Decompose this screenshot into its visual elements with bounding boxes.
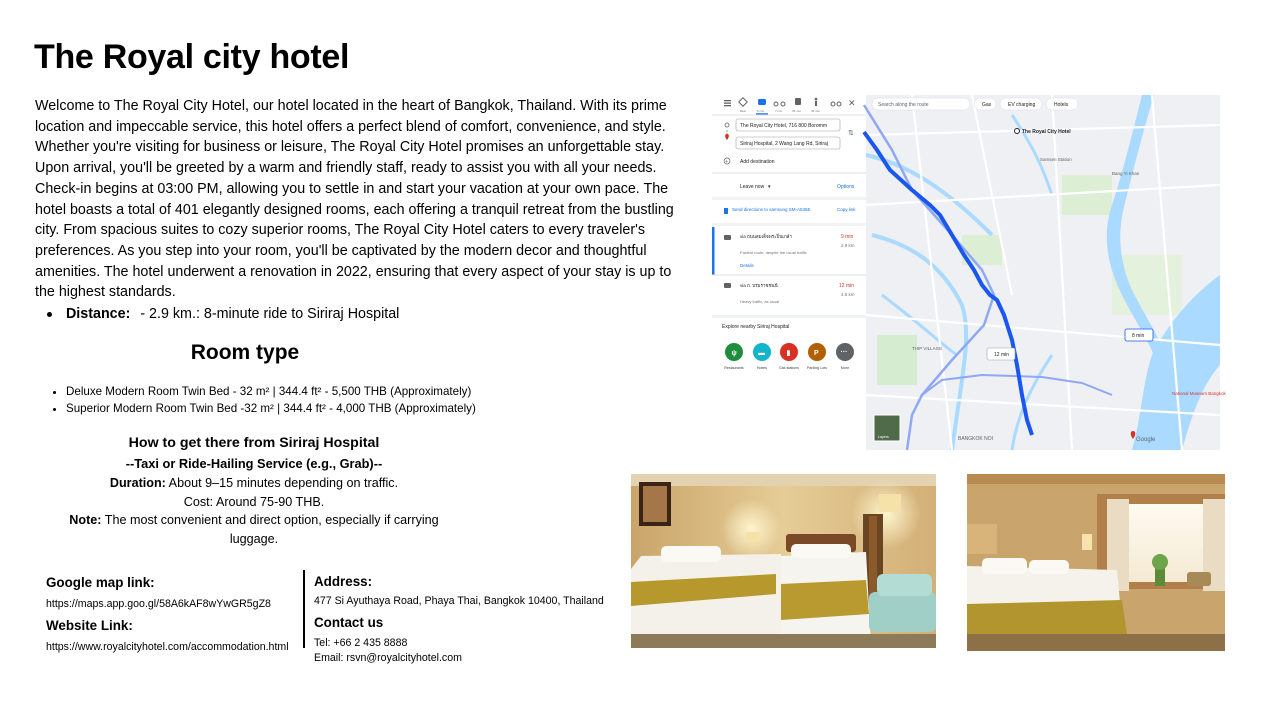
map-bubble-main: 8 min	[1132, 333, 1145, 339]
svg-text:Best: Best	[740, 109, 747, 113]
route2-time: 12 min	[839, 283, 855, 289]
intro-paragraph: Welcome to The Royal City Hotel, our hotel located in the heart of Bangkok, Thailand. With its prime location and impeccable service, this hotel offers a perfect blend of comfort, convenience, and style. Whether you're visiting for business or leisure, The Royal City Hotel promises an unforgettable stay. Upon arrival, you'll be greeted by a warm and friendly staff, ready to assist you with all your needs. Check-in begins at 03:00 PM, allowing you to settle in and start your vacation at your own pace. The hotel boasts a total of 401 elegantly designed rooms, each offering a tranquil retreat from the bustling city. From spacious suites to cozy superior rooms, The Royal City Hotel caters to every traveler's preferences. As you step into your room, you'll be captivated by the modern decor and thoughtful amenities. The hotel underwent a renovation in 2022, ensuring that every aspect of your stay is up to the highest standards.	[35, 98, 674, 301]
cat-hotels: Hotels	[756, 366, 768, 370]
route1-note: Fastest route, despite the usual traffic	[740, 250, 807, 255]
map-label-hotel: The Royal City Hotel	[1022, 129, 1071, 135]
route2-via: via ถ. บรมราชชนนี	[740, 283, 778, 288]
leave-now[interactable]: Leave now	[740, 184, 765, 190]
room-photo-king	[967, 474, 1225, 651]
map-label-bangkoknoi: BANGKOK NOI	[958, 436, 994, 442]
menu-icon	[724, 100, 731, 101]
map-search-input[interactable]: Search along the route	[878, 102, 929, 108]
car-route-icon	[724, 235, 731, 240]
address-label: Address:	[314, 574, 373, 589]
svg-text:+: +	[725, 159, 729, 165]
duration-value: About 9–15 minutes depending on traffic.	[168, 476, 399, 490]
svg-text:▾: ▾	[768, 184, 771, 190]
room-list	[48, 383, 476, 417]
destination-input[interactable]: Siriraj Hospital, 2 Wang Lang Rd, Siriraj	[740, 141, 828, 147]
map-label-bangyikhan: Bang Yi Khan	[1112, 171, 1140, 176]
map-link-url[interactable]: https://maps.app.goo.gl/58A6kAF8wYwGR5gZ8	[46, 598, 271, 610]
duration-line	[55, 474, 453, 493]
directions-subheading: --Taxi or Ride-Hailing Service (e.g., Grab)--	[125, 456, 383, 471]
swap-icon: ⇅	[848, 130, 854, 137]
route2-dist: 4.8 km	[841, 292, 855, 297]
svg-text:···: ···	[840, 349, 848, 356]
car-icon	[758, 99, 766, 105]
room-item-superior: • Superior Modern Room Twin Bed -32 m² | 344.4 ft² - 4,000 THB (Approximately)	[66, 400, 476, 417]
svg-text:36 min: 36 min	[792, 109, 802, 113]
svg-text:P: P	[814, 350, 819, 357]
bus-icon	[795, 98, 801, 105]
copy-link[interactable]: Copy link	[837, 207, 856, 212]
layers-button[interactable]: Layers	[878, 435, 889, 439]
cat-gas: Gas stations	[779, 366, 799, 370]
distance-label: Distance:	[65, 306, 131, 322]
note-line	[55, 511, 453, 548]
cat-restaurants: Restaurants	[724, 366, 744, 370]
send-directions[interactable]: Send directions to samsung SM-A536E	[732, 207, 811, 212]
route2-note: Heavy traffic, as usual	[740, 299, 780, 304]
explore-heading: Explore nearby Siriraj Hospital	[722, 324, 790, 330]
svg-text:▬: ▬	[758, 350, 765, 357]
contact-email[interactable]: Email: rsvn@royalcityhotel.com	[314, 652, 462, 664]
svg-text:7 min: 7 min	[775, 109, 783, 113]
contact-tel: Tel: +66 2 435 8888	[314, 637, 408, 649]
chip-hotels[interactable]: Hotels	[1054, 102, 1069, 108]
page-title: The Royal city hotel	[34, 38, 350, 76]
cat-more: More	[840, 366, 850, 370]
car-route2-icon	[724, 283, 731, 288]
options-link[interactable]: Options	[837, 184, 855, 190]
add-destination[interactable]: Add destination	[740, 159, 775, 165]
svg-text:9 min: 9 min	[757, 109, 765, 113]
map-label-samsen: Samsen Station	[1040, 157, 1072, 162]
svg-text:ψ: ψ	[731, 350, 737, 357]
map-label-thonburi: THIP VILLAGE	[912, 346, 943, 351]
chip-gas[interactable]: Gas	[982, 102, 992, 108]
links-block	[46, 574, 302, 655]
route1-time: 9 min	[841, 234, 854, 240]
contact-block	[314, 573, 614, 666]
website-link-url[interactable]: https://www.royalcityhotel.com/accommodation.html	[46, 641, 289, 653]
room-item-deluxe: • Deluxe Modern Room Twin Bed - 32 m² | 344.4 ft² - 5,500 THB (Approximately)	[66, 383, 476, 400]
map-bubble-alt: 12 min	[994, 352, 1010, 358]
divider	[303, 570, 305, 648]
note-value: The most convenient and direct option, especially if carrying luggage.	[104, 513, 439, 546]
route1-details[interactable]: Details	[740, 263, 754, 268]
contact-label: Contact us	[314, 615, 384, 630]
distance-value: - 2.9 km.: 8-minute ride to Siriraj Hospital	[140, 306, 400, 322]
route1-via: via ถนนสมเด็จพระปิ่นเกล้า	[740, 234, 792, 239]
close-icon: ✕	[848, 98, 856, 108]
map-label-museum: National Museum Bangkok	[1172, 391, 1226, 396]
walk-icon	[815, 98, 818, 101]
map-screenshot	[712, 95, 1226, 450]
distance-item	[47, 306, 399, 322]
note-label: Note:	[69, 513, 102, 527]
origin-input[interactable]: The Royal City Hotel, 716 800 Boromm	[740, 123, 827, 129]
route1-dist: 2.9 km	[841, 243, 855, 248]
website-link-label: Website Link:	[46, 618, 133, 633]
google-logo: Google	[1136, 437, 1156, 443]
chip-ev[interactable]: EV charging	[1008, 102, 1036, 108]
bullet-icon	[47, 312, 52, 317]
map-link-label: Google map link:	[46, 575, 155, 590]
phone-icon	[724, 208, 728, 214]
address-value: 477 Si Ayuthaya Road, Phaya Thai, Bangkok 10400, Thailand	[314, 595, 604, 607]
svg-text:35 min: 35 min	[811, 109, 821, 113]
duration-label: Duration:	[109, 476, 166, 490]
room-type-heading: Room type	[190, 341, 300, 364]
cost-line: Cost: Around 75-90 THB.	[183, 494, 325, 509]
cat-parking: Parking Lots	[807, 366, 827, 370]
directions-heading: How to get there from Siriraj Hospital	[128, 435, 380, 451]
svg-text:▮: ▮	[786, 350, 791, 357]
room-photo-twin	[631, 474, 936, 648]
directions-section	[55, 434, 453, 548]
